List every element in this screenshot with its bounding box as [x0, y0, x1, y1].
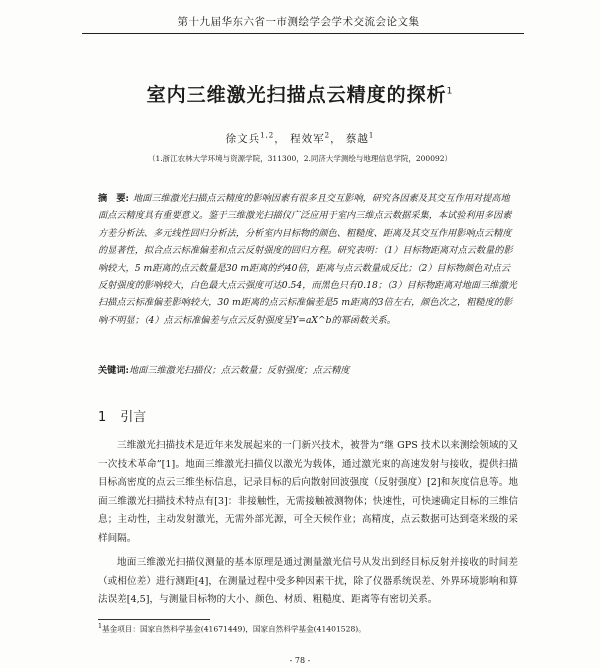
keywords-text: 地面三维激光扫描仪；点云数量；反射强度；点云精度: [128, 365, 350, 376]
affiliation: （1.浙江农林大学环境与资源学院，311300，2.同济大学测绘与地理信息学院，200092）: [147, 154, 453, 163]
author-name: 徐文兵: [225, 133, 261, 145]
section-title: 引言: [120, 410, 147, 425]
abstract-text: 地面三维激光扫描点云精度的影响因素有很多且交互影响，研究各因素及其交互作用对提高地面点云精度具有重要意义。鉴于三维激光扫描仪广泛应用于室内三维点云数据采集，本试验利用多因素方差分析法、多元线性回归分析法，分析室内目标物的颜色、粗糙度、距离及其交互作用影响点云精度的显著性，拟合点云标准偏差和点云反射强度的回归方程。研究表明：（1）目标物距离对点云数量的影响较大，5 m距离的点云数量是30 m距离的约40倍，距离与点云数量成反比；（2）目标物颜色对点云反射强度的影响较大，白色最大点云强度可达0.54，而黑色只有0.18；（3）目标物距离对地面三维激光扫描点云标准偏差影响较大，30 m距离的点云标准偏差是5 m距离的3倍左右，颜色次之，粗糙度的影响不明显；（4）点云标准偏差与点云反射强度呈Y=aX^b的幂函数关系。: [98, 193, 517, 326]
paper-title: [0, 80, 600, 107]
page-number: - 78 -: [289, 656, 311, 665]
author-affil-mark: 1: [368, 131, 375, 140]
abstract-label: 摘 要:: [98, 193, 129, 204]
body-paragraph: 地面三维激光扫描仪测量的基本原理是通过测量激光信号从发出到经目标反射并接收的时间差（或相位差）进行测距[4]，在测量过程中受多种因素干扰，除了仪器系统误差、外界环境影响和算法误差[4,5]，与测量目标物的大小、颜色、材质、粗糙度、距离等有密切关系。: [98, 557, 518, 606]
body-paragraph: 三维激光扫描技术是近年来发展起来的一门新兴技术，被誉为“继 GPS 技术以来测绘领域的又一次技术革命”[1]。地面三维激光扫描仪以激光为载体，通过激光束的高速发射与接收，提供扫描目标高密度的点云三维坐标信息，记录目标的后向散射回波强度（反射强度）[2]和灰度信息等。地面三维激光扫描技术特点有[3]：非接触性，无需接触被测物体；快速性，可快速确定目标的三维信息；主动性，主动发射激光，无需外部光源，可全天候作业；高精度，点云数据可达到毫米级的采样间隔。: [98, 440, 518, 544]
section-number: 1: [98, 410, 107, 425]
author-name: 蔡越: [345, 133, 369, 145]
author-list: 徐文兵$^{1,2}$， 程效军$^2$， 蔡越$^1$: [225, 131, 375, 145]
abstract: [98, 190, 518, 329]
section-heading: [98, 406, 160, 425]
footnote-rule: [98, 619, 210, 620]
author-affil-mark: 1,2: [260, 131, 275, 140]
footnote: [98, 623, 518, 635]
footnote-mark: 1: [98, 623, 103, 630]
keywords-label: 关键词:: [98, 365, 129, 376]
running-header: 第十九届华东六省一市测绘学会学术交流会论文集: [177, 16, 420, 28]
title-footnote-mark: 1: [446, 86, 454, 97]
author-name: 程效军: [290, 133, 325, 145]
author-affil-mark: 2: [324, 131, 331, 140]
keywords: [98, 362, 518, 376]
paper-title-text: 室内三维激光扫描点云精度的探析: [146, 84, 447, 106]
footnote-text: 基金项目：国家自然科学基金(41671449)，国家自然科学基金(41401528)。: [102, 624, 366, 634]
header-rule: [82, 33, 524, 34]
